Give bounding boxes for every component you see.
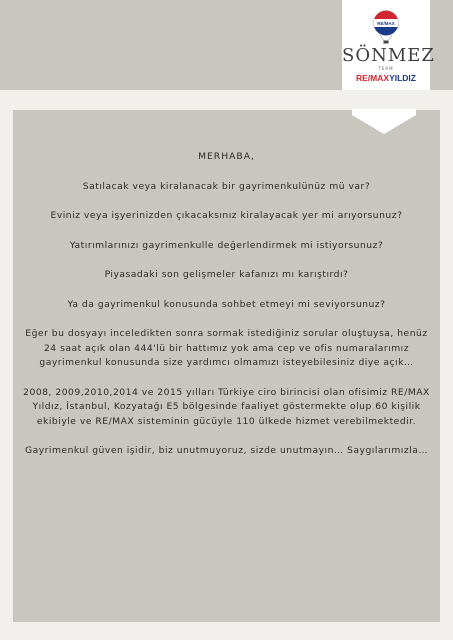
remax-balloon-icon [372,10,400,44]
logo-brand-remax: RE/MAX [356,73,390,83]
letter-paragraph: 2008, 2009,2010,2014 ve 2015 yılları Türkiye ciro birincisi olan ofisimiz RE/MAX Yıldız, İstanbul, Kozyatağı E5 bölgesinde faaliyet göstermekte olup 60 kişilik ekibiyle ve RE/MAX sisteminin gücüyle 110 ülkede hizmet verebilmektedir. [23,386,430,427]
logo-brand [342,73,430,83]
panel-notch-chevron [352,109,416,134]
logo-brand-yildiz: YILDIZ [389,73,416,83]
letter-greeting: MERHABA, [198,151,255,162]
sonmez-team-logo [342,0,435,90]
logo-name: SÖNMEZ [342,45,435,66]
letter-paragraph: Piyasadaki son gelişmeler kafanızı mı karıştırdı? [104,269,349,280]
letter-paragraph: Yatırımlarınızı gayrimenkulle değerlendirmek mi istiyorsunuz? [69,239,384,251]
logo-team: TEAM [378,66,394,71]
letter-paragraph: Ya da gayrimenkul konusunda sohbet etmeyi mi seviyorsunuz? [67,298,386,310]
letter-closing: Gayrimenkul güven işidir, biz unutmuyoruz, sizde unutmayın… Saygılarımızla… [24,445,429,456]
letter-body [13,150,440,474]
letter-paragraph: Eviniz veya işyerinizden çıkacaksınız kiralayacak yer mi arıyorsunuz? [50,210,403,221]
letter-paragraph: Eğer bu dosyayı inceledikten sonra sormak istediğiniz sorular oluştuysa, henüz 24 saat açık olan 444'lü bir hattımız yok ama cep ve ofis numaralarımız gayrimenkul konusunda size yardımcı olmamızı isteyebilesiniz diye açık… [25,328,428,368]
letter-paragraph: Satılacak veya kiralanacak bir gayrimenkulünüz mü var? [82,180,371,192]
balloon-label: RE/MAX [377,21,395,26]
